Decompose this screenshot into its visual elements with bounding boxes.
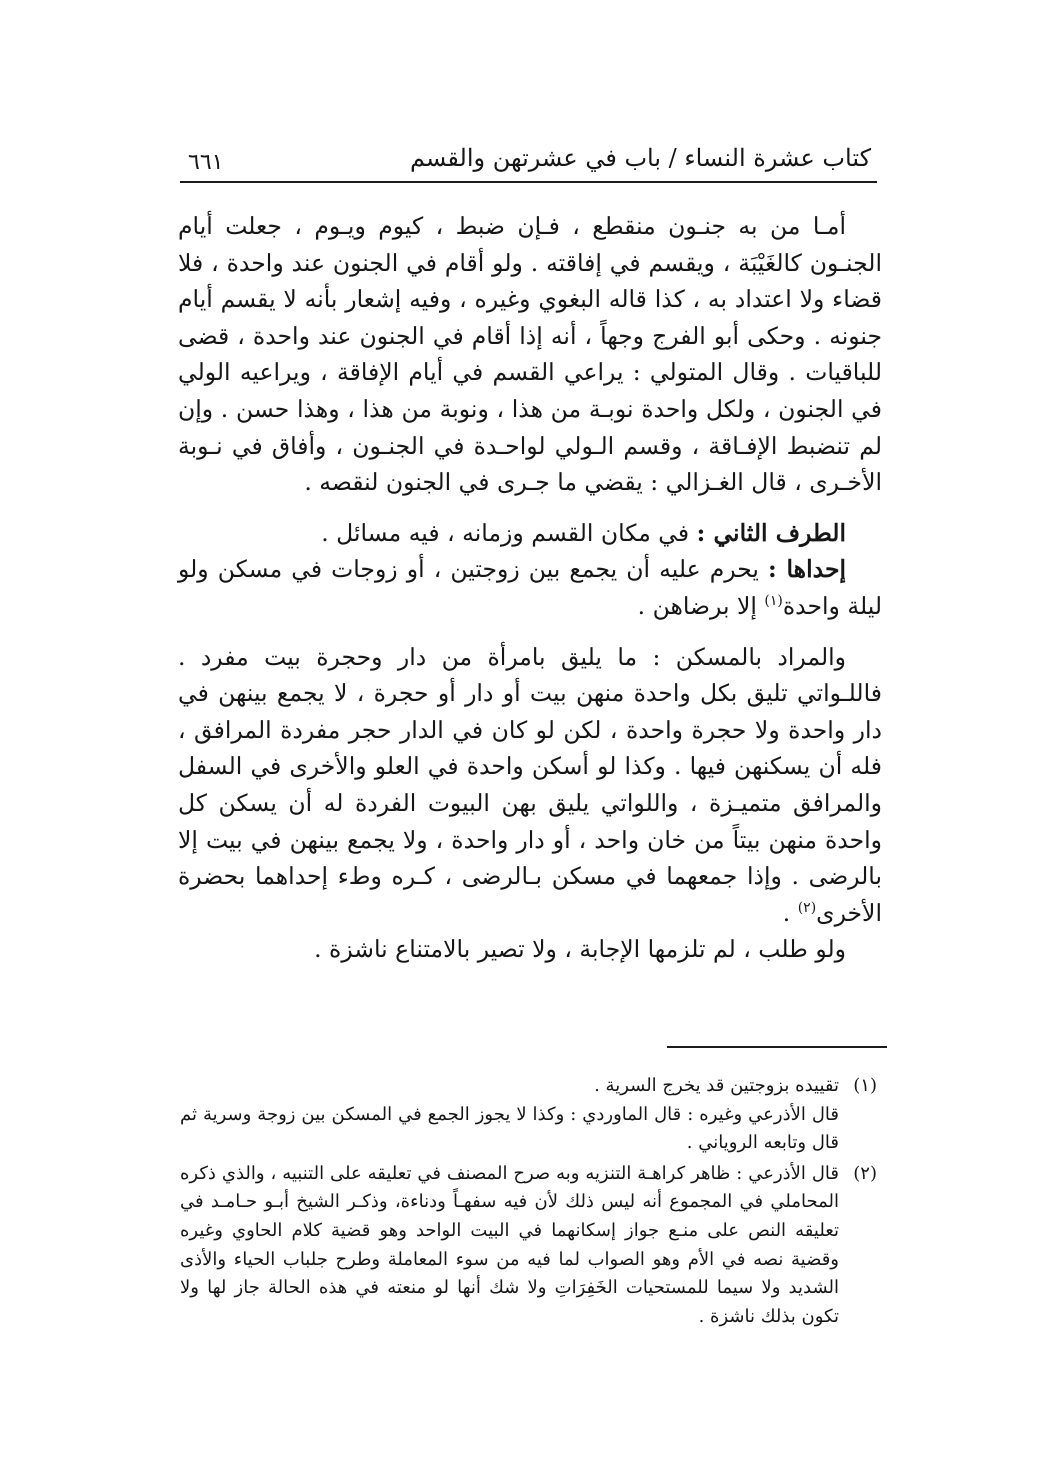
section-heading-term: الطرف الثاني : bbox=[696, 518, 846, 547]
footnote-1 bbox=[180, 1072, 877, 1158]
running-header bbox=[180, 140, 877, 182]
footnote-ref-2: (٢) bbox=[797, 899, 817, 916]
paragraph-section-heading bbox=[178, 515, 882, 552]
paragraph-insanity: أمـا من به جنـون منقطع ، فـإن ضبط ، كيوم ويـوم ، جعلت أيام الجنـون كالغَيْبَة ، ويقسم في إفاقته . ولو أقام في الجنون عند واحدة ، فلا قضاء ولا اعتداد به ، كذا قاله البغوي وغيره ، وفيه إشعار بأنه لا يقسم أيام جنونه . وحكى أبو الفرج وجهاً ، أنه إذا أقام في الجنون عند واحدة ، قضى للباقيات . وقال المتولي : يراعي القسم في أيام الإفاقة ، ويراعيه الولي في الجنون ، ولكل واحدة نوبـة من هذا ، ونوبة من هذا ، وهذا حسن . وإن لم تنضبط الإفـاقة ، وقسم الـولي لواحـدة في الجنـون ، وأفاق في نـوبة الأخـرى ، قال الغـزالي : يقضي ما جـرى في الجنون لنقصه . bbox=[178, 212, 882, 497]
page-number: ٦٦١ bbox=[188, 150, 224, 175]
first-issue-text-a: يحرم عليه أن يجمع بين زوجتين ، أو زوجات في مسكن ولو ليلة واحدة bbox=[178, 555, 882, 620]
footnote-rule bbox=[667, 1046, 887, 1048]
first-issue-text-b: إلا برضاهن . bbox=[637, 591, 765, 620]
footnote-line: قال الأذرعي وغيره : قال الماوردي : وكذا لا يجوز الجمع في المسكن بين زوجة وسرية ثم قال وتابعه الروياني . bbox=[180, 1103, 839, 1154]
footnote-2 bbox=[180, 1160, 877, 1332]
header-rule bbox=[180, 181, 877, 183]
footnote-number: (١) bbox=[853, 1075, 877, 1096]
footnotes bbox=[180, 1072, 877, 1333]
footnote-line: تقييده بزوجتين قد يخرج السرية . bbox=[594, 1075, 839, 1096]
footnote-ref-1: (١) bbox=[764, 593, 783, 610]
paragraph-request: ولو طلب ، لم تلزمها الإجابة ، ولا تصير بالامتناع ناشزة . bbox=[314, 935, 846, 964]
dwelling-text-b: . bbox=[782, 898, 798, 927]
paragraph-dwelling bbox=[178, 639, 882, 932]
first-issue-term: إحداها : bbox=[768, 555, 846, 584]
section-heading-text: في مكان القسم وزمانه ، فيه مسائل . bbox=[321, 518, 697, 547]
dwelling-text-a: والمراد بالمسكن : ما يليق بامرأة من دار وحجرة بيت مفرد . فاللـواتي تليق بكل واحدة منهن بيت أو دار أو حجرة ، لا يجمع بينهن في دار واحدة ولا حجرة واحدة ، لكن لو كان في الدار حجر مفردة المرافق ، فله أن يسكنهن فيها . وكذا لو أسكن واحدة في العلو والأخرى في السفل والمرافق متميـزة ، واللواتي يليق بهن البيوت الفردة له أن يسكن كل واحدة منهن بيتاً من خان واحد ، أو دار واحدة ، ولا يجمع بينهن في بيت إلا بالرضى . وإذا جمعهما في مسكن بـالرضى ، كـره وطء إحداهما بحضرة الأخرى bbox=[178, 642, 882, 927]
main-text bbox=[178, 208, 882, 968]
footnote-line: قال الأذرعي : ظاهر كراهـة التنزيه وبه صرح المصنف في تعليقه على التنبيه ، والذي ذكره المحاملي في المجموع أنه ليس ذلك لأن فيه سفهـاً ودناءة، وذكـر الشيخ أبـو حـامـد في تعليقه النص على منـع جواز إسكانهما في البيت الواحد وهو قضية كلام الحاوي وغيره وقضية نصه في الأم وهو الصواب لما فيه من سوء المعاملة وطرح جلباب الحياء والأذى الشديد ولا سيما للمستحيات الخَفِرَاتِ ولا شك أنها لو منعته في هذه الحالة جاز لها ولا تكون بذلك ناشزة . bbox=[180, 1162, 840, 1327]
running-header-title: كتاب عشرة النساء / باب في عشرتهن والقسم bbox=[410, 144, 871, 172]
paragraph-first-issue bbox=[178, 551, 882, 624]
footnote-number: (٢) bbox=[853, 1162, 877, 1184]
